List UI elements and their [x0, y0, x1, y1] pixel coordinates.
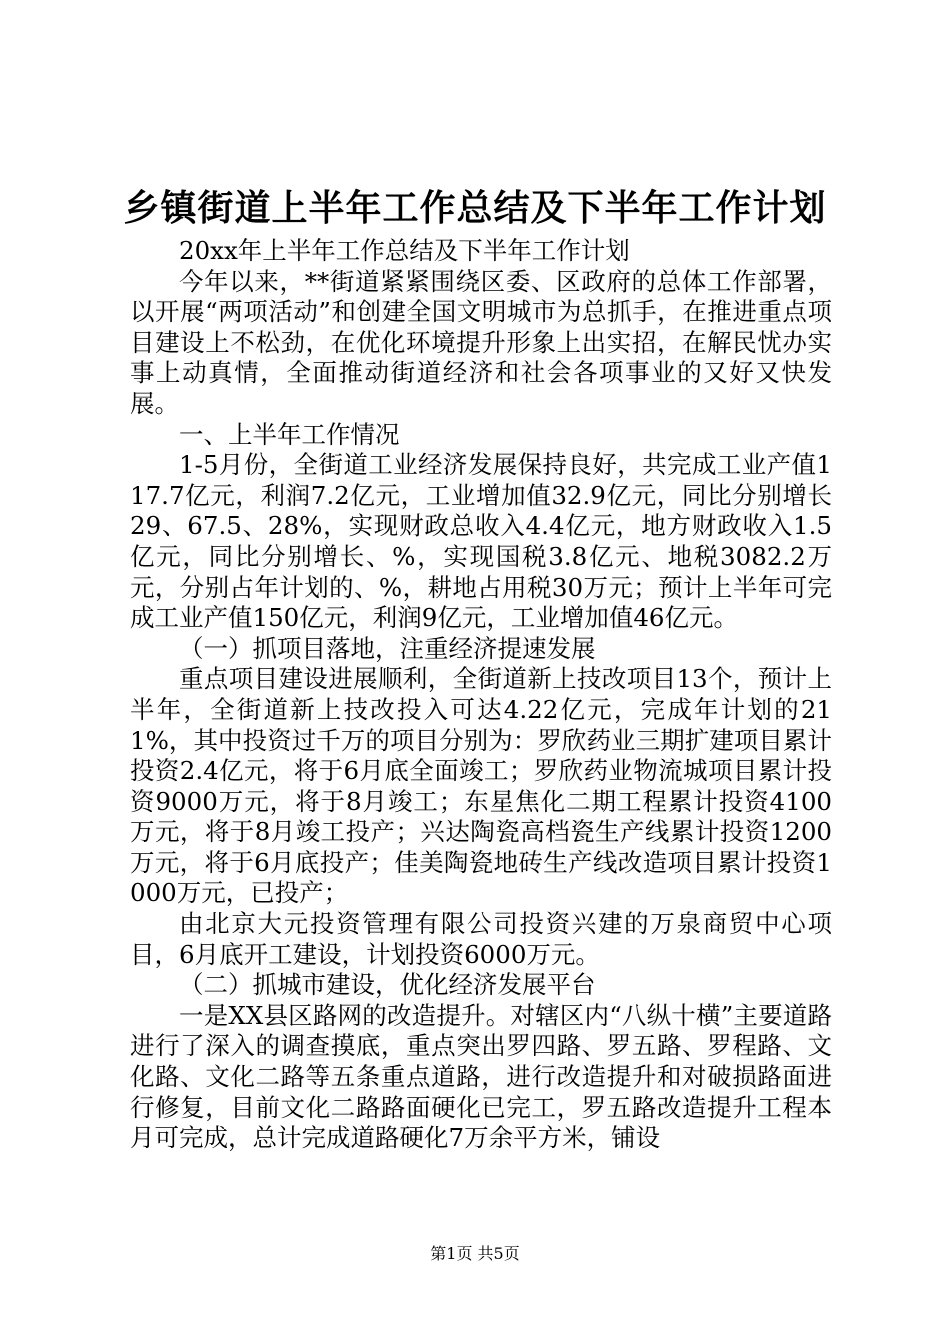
- page-number-footer: 第1页 共5页: [430, 1244, 520, 1263]
- section-heading-first-half: 一、上半年工作情况: [179, 419, 400, 449]
- projects-paragraph: 重点项目建设进展顺利，全街道新上技改项目13个，预计上半年，全街道新上技改投入可达4.22亿元，完成年计划的211%，其中投资过千万的项目分别为：罗欣药业三期扩建项目累计投资2.4亿元，将于6月底全面竣工；罗欣药业物流城项目累计投资9000万元，将于8月竣工；东星焦化二期工程累计投资4100万元，将于8月竣工投产；兴达陶瓷高档瓷生产线累计投资1200万元，将于6月底投产；佳美陶瓷地砖生产线改造项目累计投资1000万元，已投产；: [130, 664, 832, 908]
- intro-paragraph: 今年以来，**街道紧紧围绕区委、区政府的总体工作部署，以开展“两项活动”和创建全国文明城市为总抓手，在推进重点项目建设上不松劲，在优化环境提升形象上出实招，在解民忧办实事上动真情，全面推动街道经济和社会各项事业的又好又快发展。: [130, 266, 832, 418]
- document-subtitle: 20xx年上半年工作总结及下半年工作计划: [179, 236, 630, 265]
- page-title: 乡镇街道上半年工作总结及下半年工作计划: [123, 188, 827, 229]
- document-body: [130, 236, 832, 1154]
- subsection-heading-city: （二）抓城市建设，优化经济发展平台: [179, 970, 596, 1000]
- road-network-paragraph: 一是XX县区路网的改造提升。对辖区内“八纵十横”主要道路进行了深入的调查摸底，重点突出罗四路、罗五路、罗程路、文化路、文化二路等五条重点道路，进行改造提升和对破损路面进行修复，目前文化二路路面硬化已完工，罗五路改造提升工程本月可完成，总计完成道路硬化7万余平方米，铺设: [130, 1000, 832, 1153]
- subsection-heading-projects: （一）抓项目落地，注重经济提速发展: [179, 633, 596, 663]
- wanquan-project-paragraph: 由北京大元投资管理有限公司投资兴建的万泉商贸中心项目，6月底开工建设，计划投资6000万元。: [130, 909, 832, 969]
- economy-paragraph: 1-5月份，全街道工业经济发展保持良好，共完成工业产值117.7亿元，利润7.2亿元，工业增加值32.9亿元，同比分别增长29、67.5、28%，实现财政总收入4.4亿元，地方财政收入1.5亿元，同比分别增长、%，实现国税3.8亿元、地税3082.2万元，分别占年计划的、%，耕地占用税30万元；预计上半年可完成工业产值150亿元，利润9亿元，工业增加值46亿元。: [130, 450, 832, 633]
